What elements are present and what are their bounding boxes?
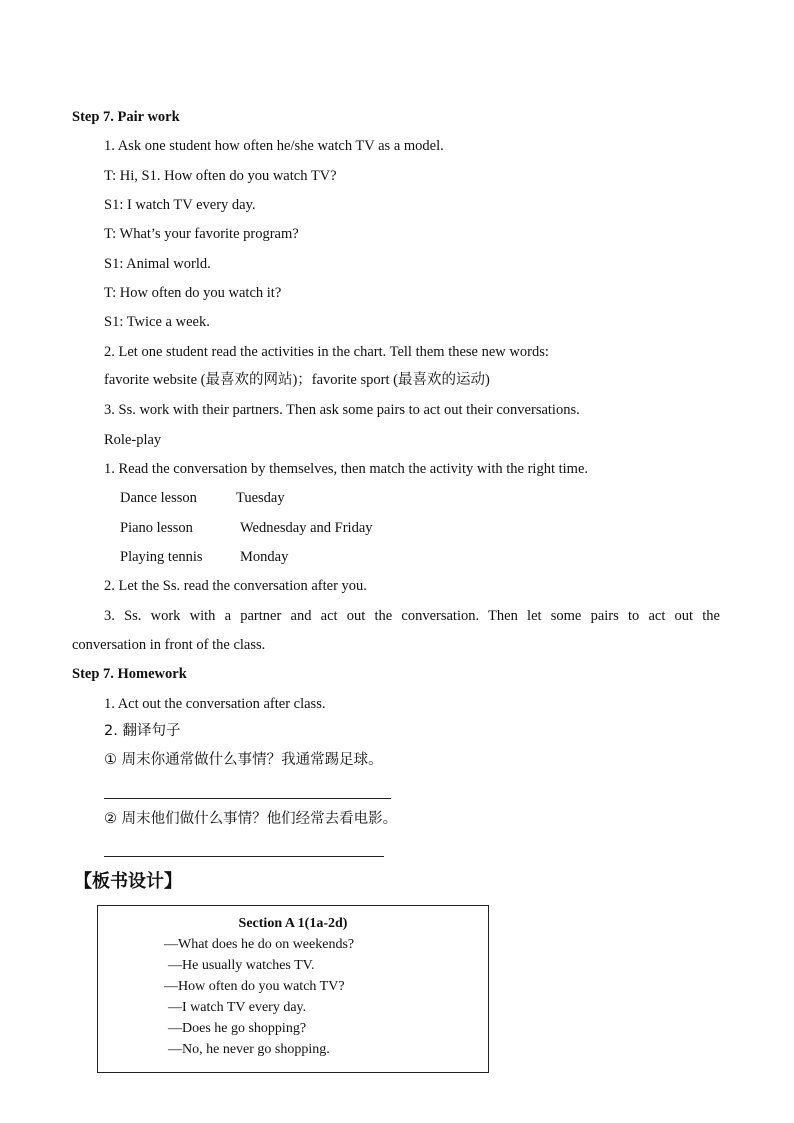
text-line: S1: Twice a week. [104,314,210,330]
text-line: 1. Act out the conversation after class. [104,696,326,712]
step7-pairwork-heading: Step 7. Pair work [72,109,180,125]
text-line: Role-play [104,432,162,448]
text-line: 3. Ss. work with a partner and act out the conversation. Then let some pairs to act out the [104,608,720,624]
text-line: 1. Ask one student how often he/she watch TV as a model. [104,138,444,154]
match-time: Tuesday [236,490,285,506]
step7-homework-heading: Step 7. Homework [72,666,187,682]
text-line: T: What’s your favorite program? [104,226,299,242]
text-line: 2. 翻译句子 [104,723,181,739]
board-line: —I watch TV every day. [168,1000,307,1015]
text-line: conversation in front of the class. [72,637,266,653]
text-line: 2. Let one student read the activities in the chart. Tell them these new words: [104,344,549,360]
match-time: Monday [240,549,289,565]
text-line: T: How often do you watch it? [104,285,282,301]
text-line: S1: Animal world. [104,256,211,272]
board-line: —No, he never go shopping. [168,1042,330,1057]
text-line: 1. Read the conversation by themselves, then match the activity with the right time. [104,461,589,477]
text-line: 2. Let the Ss. read the conversation after you. [104,578,367,594]
board-line: —How often do you watch TV? [164,979,345,994]
translate-item-1: ① 周末你通常做什么事情？我通常踢足球。 [104,752,383,768]
board-design-box [97,905,489,1073]
board-design-heading: 【板书设计】 [74,871,182,892]
text-line: T: Hi, S1. How often do you watch TV? [104,168,337,184]
answer-line [104,856,384,857]
board-line: —What does he do on weekends? [164,937,355,952]
match-activity: Piano lesson [120,520,193,536]
translate-item-2: ② 周末他们做什么事情？他们经常去看电影。 [104,811,398,827]
text-line: favorite website (最喜欢的网站)；favorite sport (最喜欢的运动) [104,372,490,388]
text-line: S1: I watch TV every day. [104,197,256,213]
board-line: —He usually watches TV. [168,958,315,973]
board-title: Section A 1(1a-2d) [238,916,348,931]
board-line: —Does he go shopping? [168,1021,307,1036]
match-activity: Playing tennis [120,549,203,565]
text-line: 3. Ss. work with their partners. Then ask some pairs to act out their conversations. [104,402,580,418]
match-activity: Dance lesson [120,490,197,506]
answer-line [104,798,391,799]
match-time: Wednesday and Friday [240,520,373,536]
